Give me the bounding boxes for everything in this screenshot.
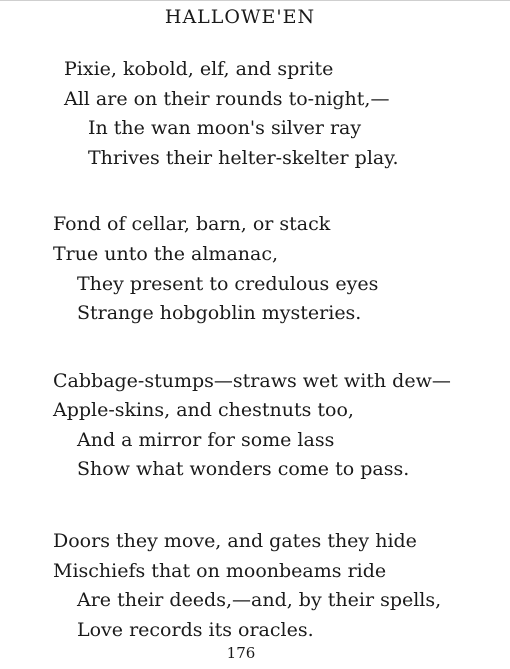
- poem-line: Show what wonders come to pass.: [77, 458, 410, 480]
- poem-line: All are on their rounds to-night,—: [64, 88, 390, 110]
- poem-line: Strange hobgoblin mysteries.: [77, 302, 362, 324]
- poem-line: Cabbage-stumps—straws wet with dew—: [53, 370, 451, 392]
- poem-line: Mischiefs that on moonbeams ride: [53, 560, 387, 582]
- poem-line: True unto the almanac,: [53, 243, 279, 265]
- poem-title: HALLOWE'EN: [164, 6, 316, 28]
- poem-line: Fond of cellar, barn, or stack: [53, 213, 331, 235]
- poem-line: Apple-skins, and chestnuts too,: [53, 399, 354, 421]
- page-number: 176: [226, 644, 256, 662]
- poem-line: Are their deeds,—and, by their spells,: [77, 589, 442, 611]
- poem-line: Doors they move, and gates they hide: [53, 530, 417, 552]
- poem-line: Love records its oracles.: [77, 619, 314, 641]
- poem-line: Pixie, kobold, elf, and sprite: [64, 58, 334, 80]
- top-rule: [0, 0, 510, 1]
- poem-line: In the wan moon's silver ray: [88, 117, 362, 139]
- poem-line: Thrives their helter-skelter play.: [88, 147, 399, 169]
- poem-line: They present to credulous eyes: [77, 273, 379, 295]
- poem-line: And a mirror for some lass: [77, 429, 335, 451]
